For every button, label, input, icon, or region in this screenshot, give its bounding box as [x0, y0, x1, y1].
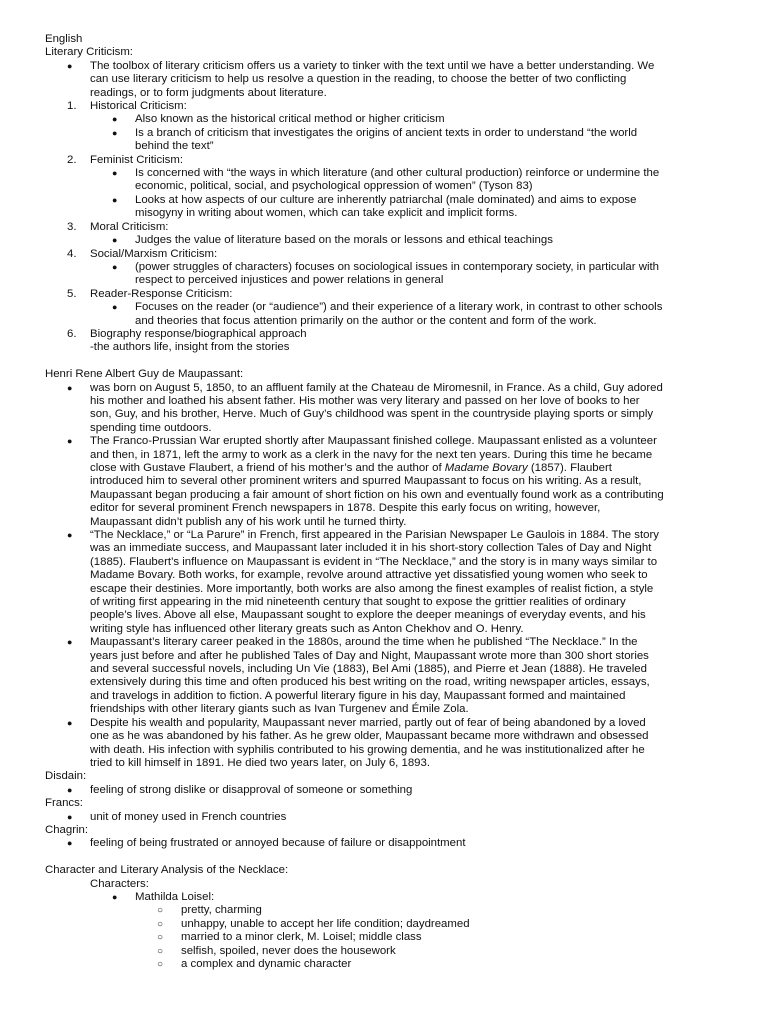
criticism-point — [45, 301, 725, 328]
circle-bullet-icon: ○ — [157, 959, 164, 970]
bullet-icon: ● — [67, 637, 73, 648]
criticism-item-social — [45, 248, 725, 261]
point-text: Also known as the historical critical method or higher criticism — [135, 113, 445, 126]
subject-label: English — [45, 33, 83, 45]
intro-text: The toolbox of literary criticism offers us a variety to tinker with the text until we have a better understanding. We can use literary criticism to help us resolve a question in the reading, to choose the better of two conflicting readings, or to form judgments about literature. — [90, 59, 655, 99]
character-trait — [45, 945, 725, 958]
character-trait — [45, 918, 725, 931]
list-number: 6. — [67, 327, 77, 340]
paragraph-text: The Franco-Prussian War erupted shortly after Maupassant finished college. Maupassant enlisted as a volunteer and then, in 1871, left the army to work as a clerk in the navy for the next ten years. During this time he became close with Gustave Flaubert, a friend of his mother’s and the author of Madame Bovary (1857). Flaubert introduced him to several other prominent writers and spurred Maupassant to focus on his writing. As a result, Maupassant began producing a fair amount of short fiction on his own and eventually found work as a contributing editor for several prominent French newspapers in 1878. Despite this early focus on writing, however, Maupassant didn’t publish any of his work until he turned thirty. — [90, 435, 664, 528]
character-name: Mathilda Loisel: — [135, 890, 215, 903]
paragraph-text: Despite his wealth and popularity, Maupassant never married, partly out of fear of being abandoned by a loved one as he was abandoned by his father. As he grew older, Maupassant became more withdrawn and obsessed with death. His infection with syphilis contributed to his growing dementia, and he was institutionalized after he tried to kill himself in 1891. He died two years later, on July 6, 1893. — [90, 716, 649, 769]
bullet-icon: ● — [67, 60, 73, 71]
bullet-icon: ● — [67, 717, 73, 728]
bio-paragraph — [45, 529, 725, 636]
circle-bullet-icon: ○ — [157, 945, 164, 957]
bio-paragraph — [45, 435, 725, 529]
trait-text: married to a minor clerk, M. Loisel; middle class — [181, 931, 422, 944]
point-text: Is concerned with “the ways in which literature (and other cultural production) reinforce or undermine the economic, political, social, and psychological oppression of women” (Tyson 83) — [135, 167, 660, 193]
point-text: Looks at how aspects of our culture are inherently patriarchal (male dominated) and aims to expose misogyny in writing about women, which can take explicit and implicit forms. — [135, 193, 637, 220]
vocab-term-disdain: Disdain: — [45, 770, 87, 783]
list-number: 2. — [67, 153, 77, 166]
bullet-icon: ● — [112, 261, 118, 272]
bio-paragraph — [45, 636, 725, 716]
character-trait — [45, 958, 725, 971]
criticism-item-historical — [45, 100, 725, 113]
criticism-point — [45, 127, 725, 154]
bullet-icon: ● — [67, 838, 73, 849]
criticism-title: Biography response/biographical approach — [90, 327, 307, 340]
vocab-term-francs: Francs: — [45, 797, 83, 810]
characters-label — [45, 878, 725, 891]
bullet-icon: ● — [112, 302, 118, 313]
criticism-title: Social/Marxism Criticism: — [90, 247, 218, 260]
vocab-definition — [45, 837, 725, 850]
criticism-point — [45, 113, 725, 126]
biography-note — [45, 341, 725, 354]
point-text: Focuses on the reader (or “audience”) and their experience of a literary work, in contrast to other schools and theories that focus attention primarily on the author or the content and form of the work. — [135, 301, 663, 327]
vocab-definition — [45, 784, 725, 797]
definition-text: feeling of strong dislike or disapproval of someone or something — [90, 783, 413, 796]
circle-bullet-icon: ○ — [157, 918, 164, 930]
definition-text: unit of money used in French countries — [90, 810, 287, 823]
intro-item — [45, 60, 725, 100]
circle-bullet-icon: ○ — [157, 932, 164, 944]
note-text: -the authors life, insight from the stories — [90, 341, 290, 354]
bullet-icon: ● — [112, 168, 118, 179]
criticism-point — [45, 194, 725, 221]
criticism-title: Historical Criticism: — [90, 100, 187, 113]
criticism-point — [45, 261, 725, 288]
bullet-icon: ● — [67, 530, 73, 541]
bullet-icon: ● — [67, 382, 73, 393]
paragraph-text: Maupassant’s literary career peaked in the 1880s, around the time when he published “The Necklace.” In the years just before and after he published Tales of Day and Night, Maupassant wrote more than 300 short stories and several successful novels, including Un Vie (1883), Bel Ami (1885), and Pierre et Jean (1888). He traveled extensively during this time and often produced his best writing on the road, writing newspaper articles, essays, and travelogs in addition to fiction. A powerful literary figure in his day, Maupassant formed and maintained friendships with other literary giants such as Ivan Turgenev and Émile Zola. — [90, 636, 650, 716]
paragraph-text: “The Necklace,” or “La Parure” in French, first appeared in the Parisian Newspaper Le Gaulois in 1884. The story was an immediate success, and Maupassant later included it in his short-story collection Tales of Day and Night (1885). Flaubert’s influence on Maupassant is evident in “The Necklace,” and the story is in many ways similar to Madame Bovary. Both works, for example, revolve around attractive yet dissatisfied young women who seek to escape their destinies. More importantly, both works are also among the finest examples of realist fiction, a style of writing first appearing in the mid nineteenth century that sought to expose the grittier realities of ordinary people’s lives. Above all else, Maupassant sought to explore the deeper meanings of everyday events, and his writing style has influenced other literary greats such as Anton Chekhov and O. Henry. — [90, 529, 659, 635]
list-number: 3. — [67, 220, 77, 233]
trait-text: unhappy, unable to accept her life condition; daydreamed — [181, 917, 470, 930]
maupassant-heading: Henri Rene Albert Guy de Maupassant: — [45, 368, 244, 381]
criticism-item-moral — [45, 221, 725, 234]
bio-paragraph — [45, 717, 725, 771]
criticism-item-biographical — [45, 328, 725, 341]
bullet-icon: ● — [112, 114, 118, 125]
bullet-icon: ● — [112, 127, 118, 138]
circle-bullet-icon: ○ — [157, 905, 164, 917]
criticism-point — [45, 234, 725, 247]
point-text: Judges the value of literature based on the morals or lessons and ethical teachings — [135, 234, 553, 247]
bullet-icon: ● — [67, 811, 73, 822]
character-trait — [45, 904, 725, 917]
character-trait — [45, 931, 725, 944]
document — [45, 33, 725, 971]
vocab-term-chagrin: Chagrin: — [45, 823, 89, 836]
point-text: Is a branch of criticism that investigates the origins of ancient texts in order to understand “the world behind the text” — [135, 126, 638, 153]
bullet-icon: ● — [67, 436, 73, 447]
bio-paragraph — [45, 382, 725, 436]
point-text: (power struggles of characters) focuses on sociological issues in contemporary society, in particular with respect to perceived injustices and power relations in general — [135, 260, 659, 287]
trait-text: a complex and dynamic character — [181, 958, 352, 970]
characters-label-text: Characters: — [90, 877, 149, 890]
criticism-title: Feminist Criticism: — [90, 153, 184, 166]
literary-criticism-heading: Literary Criticism: — [45, 46, 133, 59]
criticism-point — [45, 167, 725, 194]
criticism-item-feminist — [45, 154, 725, 167]
list-number: 4. — [67, 247, 77, 260]
list-number: 5. — [67, 287, 77, 300]
criticism-title: Reader-Response Criticism: — [90, 287, 233, 300]
paragraph-text: was born on August 5, 1850, to an affluent family at the Chateau de Miromesnil, in France. As a child, Guy adored his mother and loathed his absent father. His mother was very literary and passed on her love of books to her son, Guy, and his brother, Herve. Much of Guy’s childhood was spent in the countryside playing sports or simply spending time outdoors. — [90, 381, 663, 434]
bullet-icon: ● — [112, 235, 118, 246]
bullet-icon: ● — [112, 891, 118, 902]
vocab-definition — [45, 811, 725, 824]
list-number: 1. — [67, 100, 77, 113]
criticism-item-reader-response — [45, 288, 725, 301]
definition-text: feeling of being frustrated or annoyed because of failure or disappointment — [90, 837, 466, 850]
bullet-icon: ● — [112, 194, 118, 205]
trait-text: pretty, charming — [181, 904, 262, 917]
criticism-title: Moral Criticism: — [90, 220, 169, 233]
character-entry — [45, 891, 725, 904]
trait-text: selfish, spoiled, never does the housework — [181, 944, 396, 957]
analysis-heading: Character and Literary Analysis of the Necklace: — [45, 864, 289, 877]
bullet-icon: ● — [67, 784, 73, 795]
